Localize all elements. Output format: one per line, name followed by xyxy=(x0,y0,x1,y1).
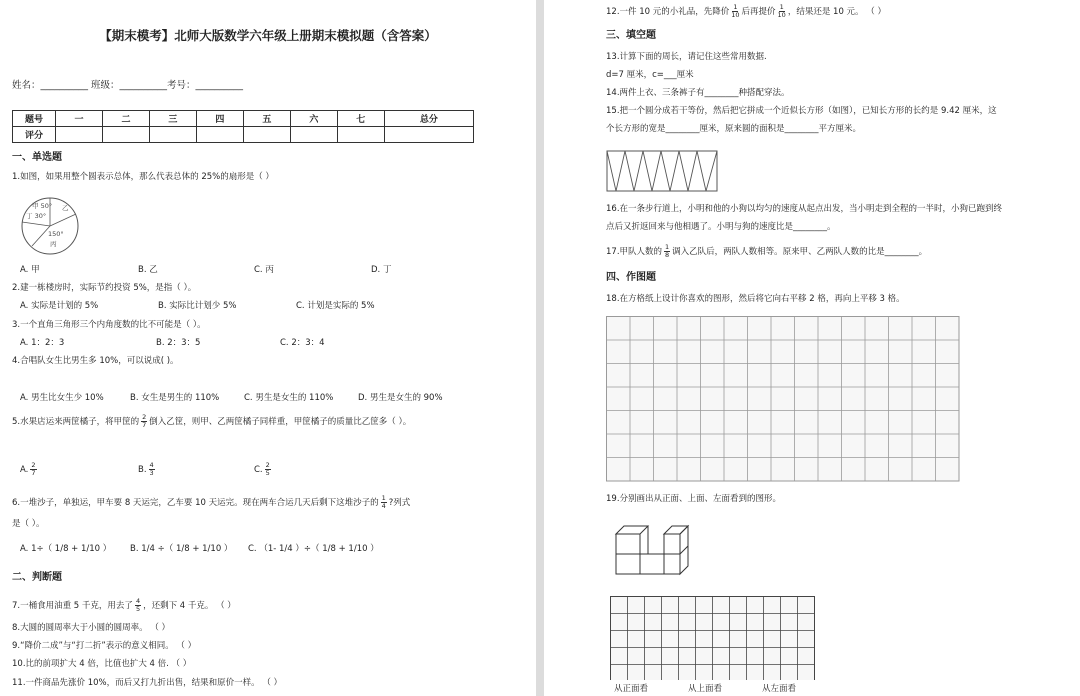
q5-option-b: B. $\frac{4}{3}$ xyxy=(138,461,154,477)
question-6-line2: 是（ ）。 xyxy=(12,519,45,529)
q6-option-c: C. （1- 1/4 ）÷（ 1/8 + 1/10 ） xyxy=(248,544,379,554)
question-12: 12.一件 10 元的小礼品，先降价 $\frac{1}{10}$ 后再提价 $\frac{1}{10}$ ，结果还是 10 元。 （ ） xyxy=(606,3,886,19)
question-4: 4.合唱队女生比男生多 10%，可以说成( )。 xyxy=(12,356,179,366)
question-16: 16.在一条步行道上，小明和他的小狗以均匀的速度从起点出发，当小明走到全程的一半时，小狗已跑到终 xyxy=(606,204,1003,214)
score-cell xyxy=(290,127,337,143)
question-13: 13.计算下面的周长，请记住这些常用数据. xyxy=(606,52,767,62)
q1-option-c: C. 丙 xyxy=(254,265,274,275)
question-7: 7.一桶食用油重 5 千克，用去了 $\frac{4}{5}$ ，还剩下 4 千克。 （ ） xyxy=(12,597,236,613)
q4-option-d: D. 男生是女生的 90% xyxy=(358,393,443,403)
score-header-cell: 六 xyxy=(290,111,337,127)
section-heading: 三、填空题 xyxy=(606,30,656,41)
score-header-cell: 三 xyxy=(149,111,196,127)
score-cell xyxy=(56,127,103,143)
question-3: 3.一个直角三角形三个内角度数的比不可能是（ ）。 xyxy=(12,320,206,330)
q6-option-a: A. 1÷（ 1/8 + 1/10 ） xyxy=(20,544,112,554)
document-page-right xyxy=(544,0,1080,696)
q3-option-a: A. 1：2：3 xyxy=(20,338,65,348)
q1-option-a: A. 甲 xyxy=(20,265,40,275)
pie-label-yi: 乙 xyxy=(62,204,69,212)
question-9: 9.“降价二成”与“打二折”表示的意义相同。 （ ） xyxy=(12,641,197,651)
question-10: 10.比的前项扩大 4 倍，比值也扩大 4 倍. （ ） xyxy=(12,659,192,669)
score-cell xyxy=(102,127,149,143)
q2-option-a: A. 实际是计划的 5% xyxy=(20,301,99,311)
view-label-front: 从正面看 xyxy=(614,684,649,694)
section-heading: 四、作图题 xyxy=(606,272,656,283)
score-header-cell: 七 xyxy=(337,111,384,127)
section-heading: 二、判断题 xyxy=(12,572,62,583)
pie-label-150: 150° xyxy=(48,230,64,238)
q6-option-b: B. 1/4 ÷（ 1/8 + 1/10 ） xyxy=(130,544,233,554)
score-header-cell: 一 xyxy=(56,111,103,127)
q5-option-c: C. $\frac{2}{5}$ xyxy=(254,461,270,477)
score-cell xyxy=(149,127,196,143)
score-cell xyxy=(337,127,384,143)
score-header-cell: 题号 xyxy=(13,111,56,127)
question-13-line2: d=7 厘米，c=___厘米 xyxy=(606,70,694,80)
q2-option-c: C. 计划是实际的 5% xyxy=(296,301,375,311)
pie-label-bing: 丙 xyxy=(50,240,57,248)
q5-text-post: 倒入乙筐，则甲、乙两筐橘子同样重，甲筐橘子的质量比乙筐多（ ）。 xyxy=(149,417,412,427)
pie-label-jia: 甲 50° xyxy=(32,202,53,210)
view-label-top: 从上面看 xyxy=(688,684,723,694)
cube-stack-figure xyxy=(614,520,698,578)
pie-label-ding: 丁 30° xyxy=(26,212,47,220)
question-14: 14.两件上衣、三条裤子有________种搭配穿法。 xyxy=(606,88,790,98)
score-cell xyxy=(384,127,473,143)
q1-option-b: B. 乙 xyxy=(138,265,158,275)
question-18: 18.在方格纸上设计你喜欢的图形，然后将它向右平移 2 格，再向上平移 3 格。 xyxy=(606,294,905,304)
score-header-cell: 四 xyxy=(196,111,243,127)
pie-chart-figure xyxy=(14,194,94,258)
student-info: 姓名：__________ 班级：__________考号：__________ xyxy=(12,80,244,91)
q3-option-b: B. 2：3：5 xyxy=(156,338,201,348)
q3-option-c: C. 2：3：4 xyxy=(280,338,325,348)
score-cell xyxy=(196,127,243,143)
score-table xyxy=(12,110,474,143)
question-8: 8.大圆的圆周率大于小圆的圆周率。 （ ） xyxy=(12,623,171,633)
q4-option-a: A. 男生比女生少 10% xyxy=(20,393,104,403)
view-label-left: 从左面看 xyxy=(762,684,797,694)
question-16-line2: 点后又折返回来与他相遇了。小明与狗的速度比是________。 xyxy=(606,222,836,232)
q2-option-b: B. 实际比计划少 5% xyxy=(158,301,237,311)
question-11: 11.一件商品先涨价 10%，而后又打九折出售，结果和原价一样。 （ ） xyxy=(12,678,283,688)
document-title: 【期末模考】北师大版数学六年级上册期末模拟题（含答案） xyxy=(99,28,437,43)
graph-paper-grid xyxy=(606,316,962,484)
question-19: 19.分别画出从正面、上面、左面看到的图形。 xyxy=(606,494,782,504)
q4-option-b: B. 女生是男生的 110% xyxy=(130,393,220,403)
question-6: 6.一堆沙子，单独运，甲车要 8 天运完，乙车要 10 天运完。现在两车合运几天后剩下这堆沙子的 $\frac{1}{4}$ ?列式 xyxy=(12,494,411,510)
score-cell xyxy=(243,127,290,143)
q1-option-d: D. 丁 xyxy=(371,265,392,275)
q5-text-pre: 5.水果店运来两筐橘子，将甲筐的 xyxy=(12,417,140,427)
view-drawing-grid xyxy=(610,596,820,680)
score-row-label: 评分 xyxy=(13,127,56,143)
score-header-cell: 总分 xyxy=(384,111,473,127)
q5-option-a: A. $\frac{2}{7}$ xyxy=(20,461,36,477)
question-15: 15.把一个圆分成若干等份，然后把它拼成一个近似长方形（如图），已知长方形的长约是 9.42 厘米，这 xyxy=(606,106,997,116)
q5-fraction: $\frac{2}{7}$ xyxy=(142,413,147,429)
question-5 xyxy=(12,414,411,429)
section-heading: 一、单选题 xyxy=(12,152,62,163)
page-gutter xyxy=(536,0,544,696)
sector-rectangle-figure xyxy=(606,150,718,192)
document-page-left xyxy=(0,0,536,696)
score-header-cell: 五 xyxy=(243,111,290,127)
score-header-cell: 二 xyxy=(102,111,149,127)
q4-option-c: C. 男生是女生的 110% xyxy=(244,393,334,403)
question-15-line2: 个长方形的宽是________厘米，原来圆的面积是________平方厘米。 xyxy=(606,124,862,134)
question-1: 1.如图，如果用整个圆表示总体，那么代表总体的 25%的扇形是（ ） xyxy=(12,172,274,182)
question-17: 17.甲队人数的 $\frac{1}{8}$ 调入乙队后，两队人数相等。原来甲、乙两队人数的比是________。 xyxy=(606,243,928,259)
question-2: 2.建一栋楼房时，实际节约投资 5%，是指（ ）。 xyxy=(12,283,197,293)
